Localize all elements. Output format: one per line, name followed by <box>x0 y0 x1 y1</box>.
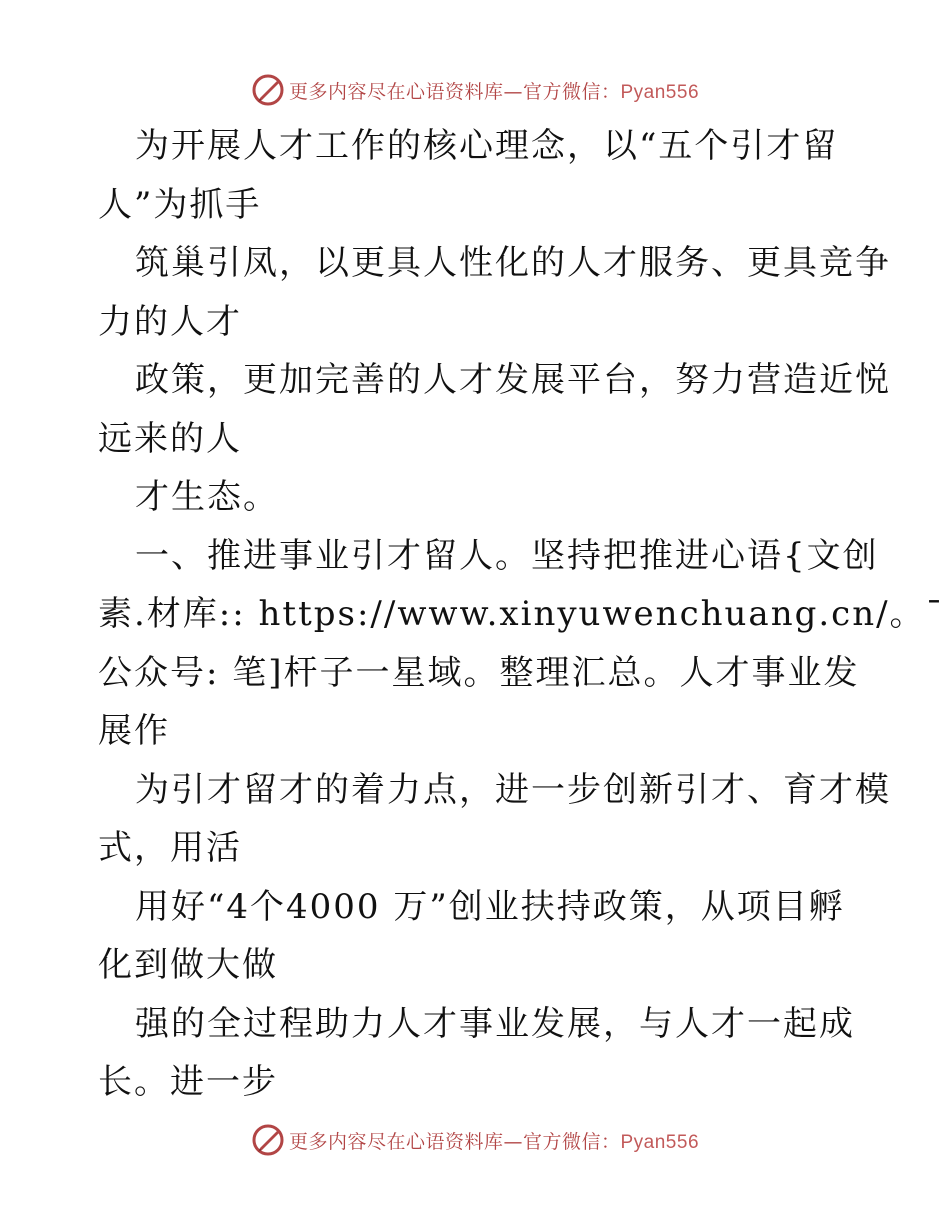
text-line: 长。进一步 <box>98 1062 278 1102</box>
paragraph-1 <box>98 117 858 234</box>
text-line: 一、推进事业引才留人。坚持把推进心语{文创 <box>135 535 879 576</box>
text-line: 化到做大做 <box>98 945 278 985</box>
quill-logo-icon <box>251 73 285 107</box>
text-line: 为引才留才的着力点，进一步创新引才、育才模 <box>135 769 891 810</box>
paragraph-6 <box>98 761 891 878</box>
watermark-wechat-id: Pyan556 <box>620 1131 700 1153</box>
watermark-footer <box>0 1120 950 1160</box>
text-line: 为开展人才工作的核心理念，以“五个引才留 <box>135 126 839 166</box>
paragraph-8 <box>98 995 858 1112</box>
paragraph-5 <box>98 527 945 761</box>
text-line: 用好“4个4000 万”创业扶持政策，从项目孵 <box>135 886 845 927</box>
text-line: 筑巢引凤，以更具人性化的人才服务、更具竞争 <box>135 243 891 283</box>
text-line: 强的全过程助力人才事业发展，与人才一起成 <box>135 1003 855 1044</box>
paragraph-3 <box>98 351 891 468</box>
watermark-header <box>0 70 950 110</box>
text-line: 素.材库:: https://www.xinyuwenchuang.cn/。¯ <box>98 594 945 634</box>
text-line: 力的人才 <box>98 301 242 342</box>
quill-logo-icon <box>251 1123 285 1157</box>
paragraph-2 <box>98 234 891 351</box>
text-line: 人”为抓手 <box>98 184 262 225</box>
paragraph-4 <box>98 468 858 527</box>
text-line: 政策，更加完善的人才发展平台，努力营造近悦 <box>135 360 891 400</box>
watermark-wechat-id: Pyan556 <box>620 81 700 103</box>
paragraph-7 <box>98 878 858 995</box>
watermark-text: 更多内容尽在心语资料库—官方微信：Pyan556 <box>288 80 700 103</box>
text-line: 式，用活 <box>98 828 242 868</box>
text-line: 才生态。 <box>135 477 279 517</box>
document-body <box>98 117 945 1112</box>
text-line: 公众号: 笔]杆子一星域。整理汇总。人才事业发 <box>98 652 860 693</box>
watermark-text: 更多内容尽在心语资料库—官方微信：Pyan556 <box>288 1130 700 1153</box>
text-line: 展作 <box>98 711 170 751</box>
text-line: 远来的人 <box>98 418 242 459</box>
